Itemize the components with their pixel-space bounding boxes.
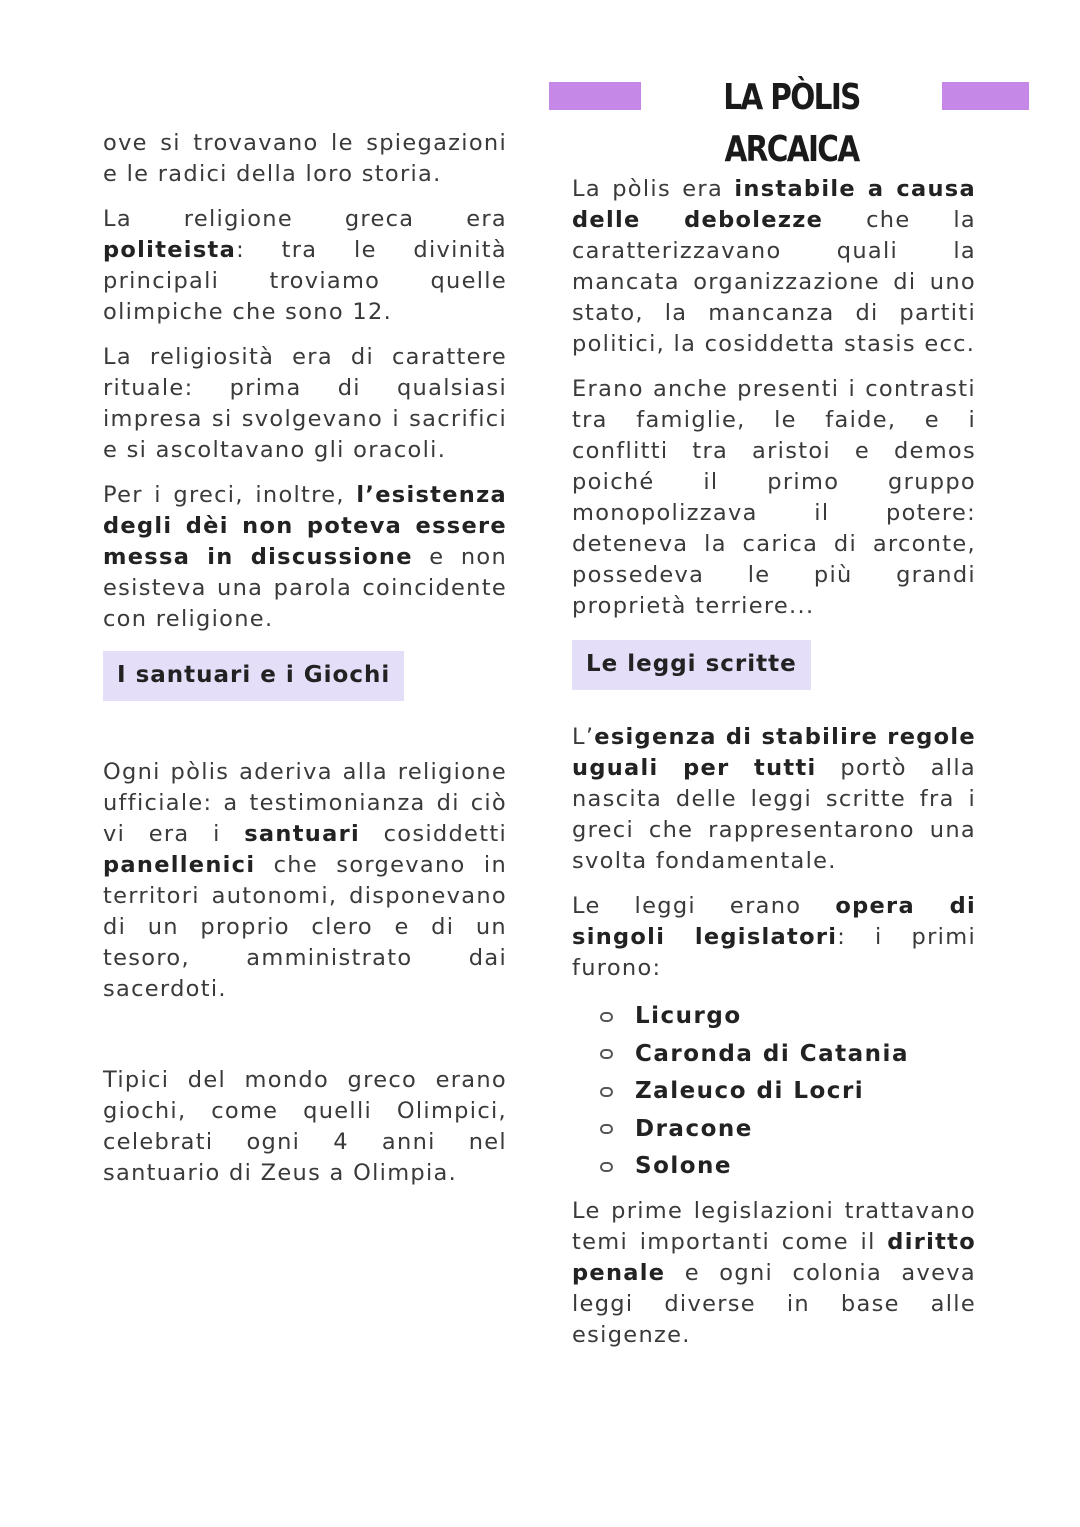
bold-term: l’esistenza degli dèi non poteva essere messa in discussione <box>103 482 507 570</box>
paragraph: Le prime legislazioni trattavano temi importanti come il diritto penale e ogni colonia aveva leggi diverse in base alle esigenze. <box>572 1197 976 1348</box>
bold-term: diritto penale <box>572 1228 976 1286</box>
bold-term: opera di singoli legislatori <box>572 893 977 950</box>
section-heading: I santuari e i Giochi <box>103 651 404 701</box>
bullet-icon <box>600 1162 613 1172</box>
left-column <box>103 128 507 1203</box>
paragraph: Tipici del mondo greco erano giochi, come quelli Olimpici, celebrati ogni 4 anni nel santuario di Zeus a Olimpia. <box>103 1067 507 1186</box>
paragraph: La pòlis era instabile a causa delle debolezze che la caratterizzavano quali la mancata organizzazione di uno stato, la mancanza di partiti politici, la cosiddetta stasis ecc. <box>572 176 976 357</box>
bold-term: instabile a causa delle debolezze <box>572 176 976 233</box>
title-banner <box>549 72 1029 170</box>
list-item: Zaleuco di Locri <box>600 1073 976 1111</box>
page-title: LA PÒLIS ARCAICA <box>723 77 860 170</box>
list-item: Solone <box>600 1148 976 1186</box>
section-heading: Le leggi scritte <box>572 640 811 690</box>
paragraph: L’esigenza di stabilire regole uguali per tutti portò alla nascita delle leggi scritte fra i greci che rappresentarono una svolta fondamentale. <box>572 724 976 874</box>
list-item: Caronda di Catania <box>600 1036 976 1074</box>
bold-term: panellenici <box>103 852 256 878</box>
paragraph: La religiosità era di carattere rituale: prima di qualsiasi impresa si svolgevano i sacrifici e si ascoltavano gli oracoli. <box>103 344 507 463</box>
bold-term: esigenza di stabilire regole uguali per tutti <box>572 724 976 781</box>
list-item: Dracone <box>600 1111 976 1149</box>
bold-term: politeista <box>103 237 237 263</box>
bold-term: santuari <box>244 821 360 847</box>
title-stripe-right <box>942 82 1029 110</box>
bullet-icon <box>600 1087 613 1097</box>
paragraph: Le leggi erano opera di singoli legislatori: i primi furono: <box>572 893 977 981</box>
legislator-list <box>600 998 976 1186</box>
bullet-icon <box>600 1124 613 1134</box>
paragraph: Erano anche presenti i contrasti tra famiglie, le faide, e i conflitti tra aristoi e demos poiché il primo gruppo monopolizzava il potere: deteneva la carica di arconte, possedeva le più grandi proprietà terriere... <box>572 376 976 619</box>
title-stripe-left <box>549 82 641 110</box>
bullet-icon <box>600 1049 613 1059</box>
paragraph: ove si trovavano le spiegazioni e le radici della loro storia. <box>103 130 507 187</box>
paragraph: La religione greca era politeista: tra le divinità principali troviamo quelle olimpiche che sono 12. <box>103 206 507 325</box>
list-item: Licurgo <box>600 998 976 1036</box>
right-column <box>572 174 976 1365</box>
bullet-icon <box>600 1012 613 1022</box>
paragraph: Per i greci, inoltre, l’esistenza degli dèi non poteva essere messa in discussione e non esisteva una parola coincidente con religione. <box>103 482 508 632</box>
paragraph: Ogni pòlis aderiva alla religione ufficiale: a testimonianza di ciò vi era i santuari cosiddetti panellenici che sorgevano in territori autonomi, disponevano di un proprio clero e di un tesoro, amministrato dai sacerdoti. <box>103 759 507 1002</box>
